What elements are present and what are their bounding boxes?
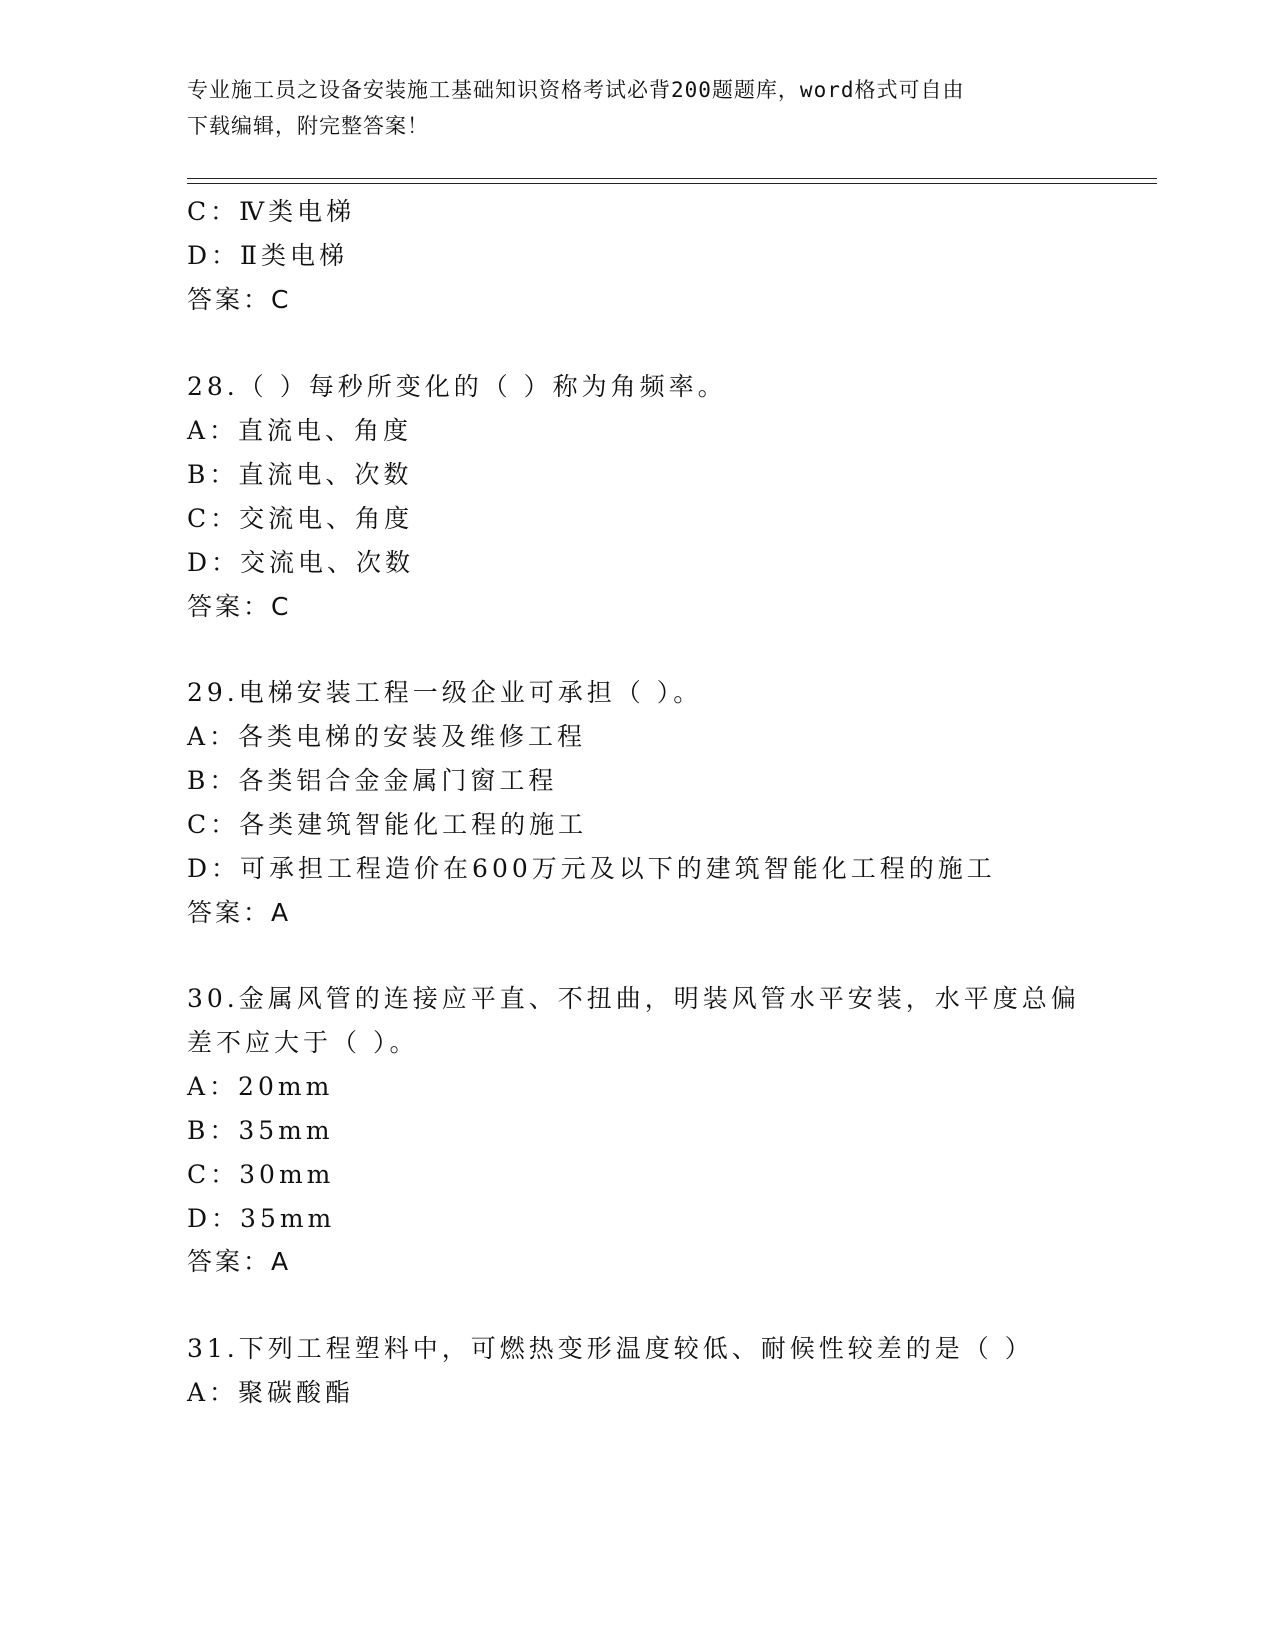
document-header xyxy=(187,72,1067,144)
q29-stem: 29.电梯安装工程一级企业可承担（ ）。 xyxy=(187,678,703,707)
header-divider-top xyxy=(187,178,1157,179)
q28-answer: 答案：C xyxy=(187,592,292,621)
q27-option-c: C：Ⅳ类电梯 xyxy=(187,197,356,226)
q29-answer: 答案：A xyxy=(187,898,292,927)
q30-option-a: A：20mm xyxy=(187,1072,334,1101)
q29-option-b: B：各类铝合金金属门窗工程 xyxy=(187,766,558,795)
q30-option-d: D：35mm xyxy=(187,1204,336,1233)
q31-option-a: A：聚碳酸酯 xyxy=(187,1378,355,1407)
q30-answer: 答案：A xyxy=(187,1247,292,1276)
q30-stem-line-2: 差不应大于（ ）。 xyxy=(187,1028,419,1057)
q27-answer: 答案：C xyxy=(187,285,292,314)
header-divider-bottom xyxy=(187,183,1157,184)
q28-option-c: C：交流电、角度 xyxy=(187,504,414,533)
q28-stem: 28.（ ）每秒所变化的（ ）称为角频率。 xyxy=(187,372,727,401)
header-title-line-1: 专业施工员之设备安装施工基础知识资格考试必背200题题库，word格式可自由 xyxy=(187,78,965,102)
q31-stem: 31.下列工程塑料中，可燃热变形温度较低、耐候性较差的是（ ） xyxy=(187,1334,1034,1363)
q28-option-d: D：交流电、次数 xyxy=(187,548,415,577)
q29-option-d: D：可承担工程造价在600万元及以下的建筑智能化工程的施工 xyxy=(187,854,996,883)
q29-option-a: A：各类电梯的安装及维修工程 xyxy=(187,722,587,751)
q30-stem-line-1: 30.金属风管的连接应平直、不扭曲，明装风管水平安装，水平度总偏 xyxy=(187,984,1080,1013)
q30-option-b: B：35mm xyxy=(187,1116,334,1145)
q30-option-c: C：30mm xyxy=(187,1160,335,1189)
q28-option-b: B：直流电、次数 xyxy=(187,460,413,489)
q27-option-d: D：Ⅱ类电梯 xyxy=(187,241,349,270)
q29-option-c: C：各类建筑智能化工程的施工 xyxy=(187,810,588,839)
q28-option-a: A：直流电、角度 xyxy=(187,416,413,445)
header-title-line-2: 下载编辑，附完整答案！ xyxy=(187,114,429,138)
